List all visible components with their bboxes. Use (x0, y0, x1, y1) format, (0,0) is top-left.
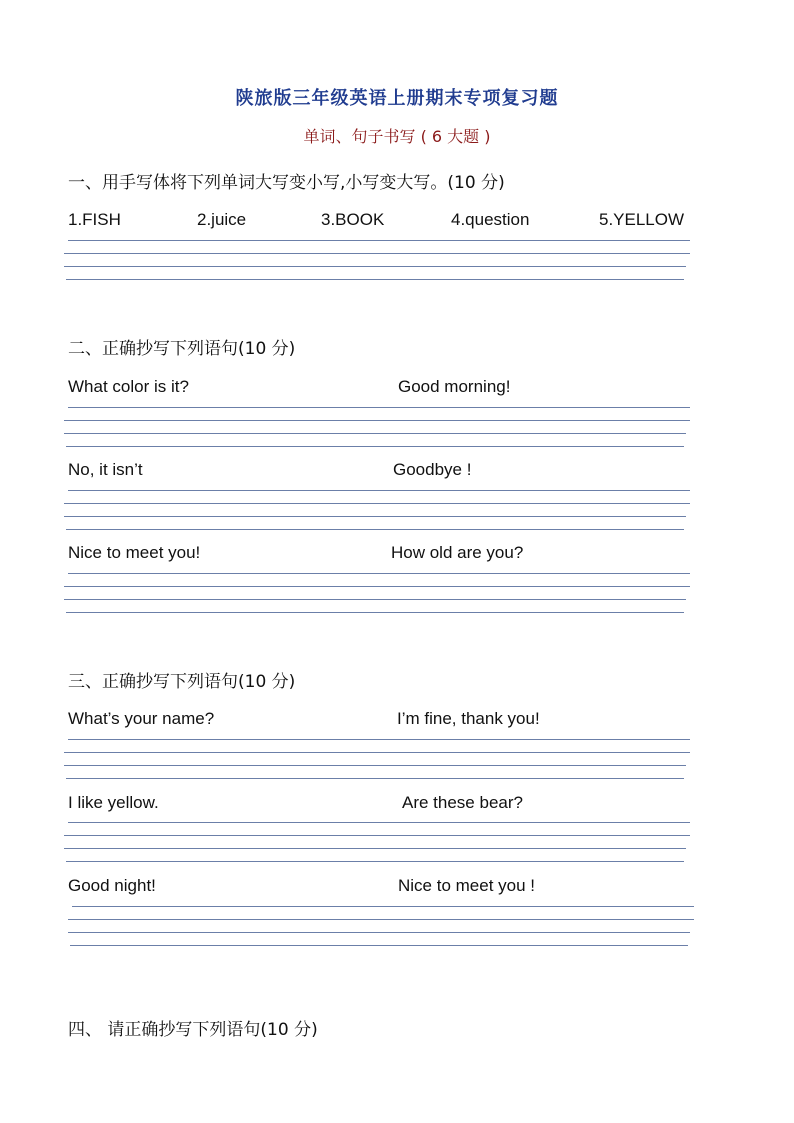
sentence-item: Nice to meet you! (68, 543, 201, 562)
sentence-item: I’m fine, thank you! (397, 709, 540, 728)
sentence-item: Good morning! (398, 377, 511, 396)
writing-lines[interactable] (64, 407, 690, 451)
writing-lines[interactable] (64, 739, 690, 783)
word-item: 5.YELLOW (599, 210, 685, 229)
sentence-item: What color is it? (68, 377, 189, 396)
writing-lines[interactable] (68, 906, 694, 950)
writing-lines[interactable] (64, 490, 690, 534)
writing-lines[interactable] (64, 573, 690, 617)
word-item: 3.BOOK (321, 210, 385, 229)
sentence-item: How old are you? (391, 543, 524, 562)
sentence-item: I like yellow. (68, 793, 159, 812)
sentence-item: Nice to meet you ! (398, 876, 536, 895)
sentence-item: Are these bear? (402, 793, 523, 812)
word-item: 4.question (451, 210, 530, 229)
word-item: 1.FISH (68, 210, 121, 229)
sentence-item: What’s your name? (68, 709, 215, 728)
page-subtitle: 单词、句子书写 ( 6 大题 ) (303, 127, 491, 146)
section-2-heading: 二、正确抄写下列语句(10 分) (68, 339, 296, 359)
sentence-item: Good night! (68, 876, 156, 895)
sentence-item: No, it isn’t (68, 460, 143, 479)
writing-lines[interactable] (64, 240, 690, 284)
section-3-heading: 三、正确抄写下列语句(10 分) (68, 672, 296, 692)
sentence-item: Goodbye ! (393, 460, 472, 479)
section-4-heading: 四、 请正确抄写下列语句(10 分) (68, 1020, 318, 1040)
page-title: 陕旅版三年级英语上册期末专项复习题 (235, 88, 559, 109)
section-1-heading: 一、用手写体将下列单词大写变小写,小写变大写。(10 分) (68, 173, 505, 193)
word-item: 2.juice (197, 210, 247, 229)
writing-lines[interactable] (64, 822, 690, 866)
